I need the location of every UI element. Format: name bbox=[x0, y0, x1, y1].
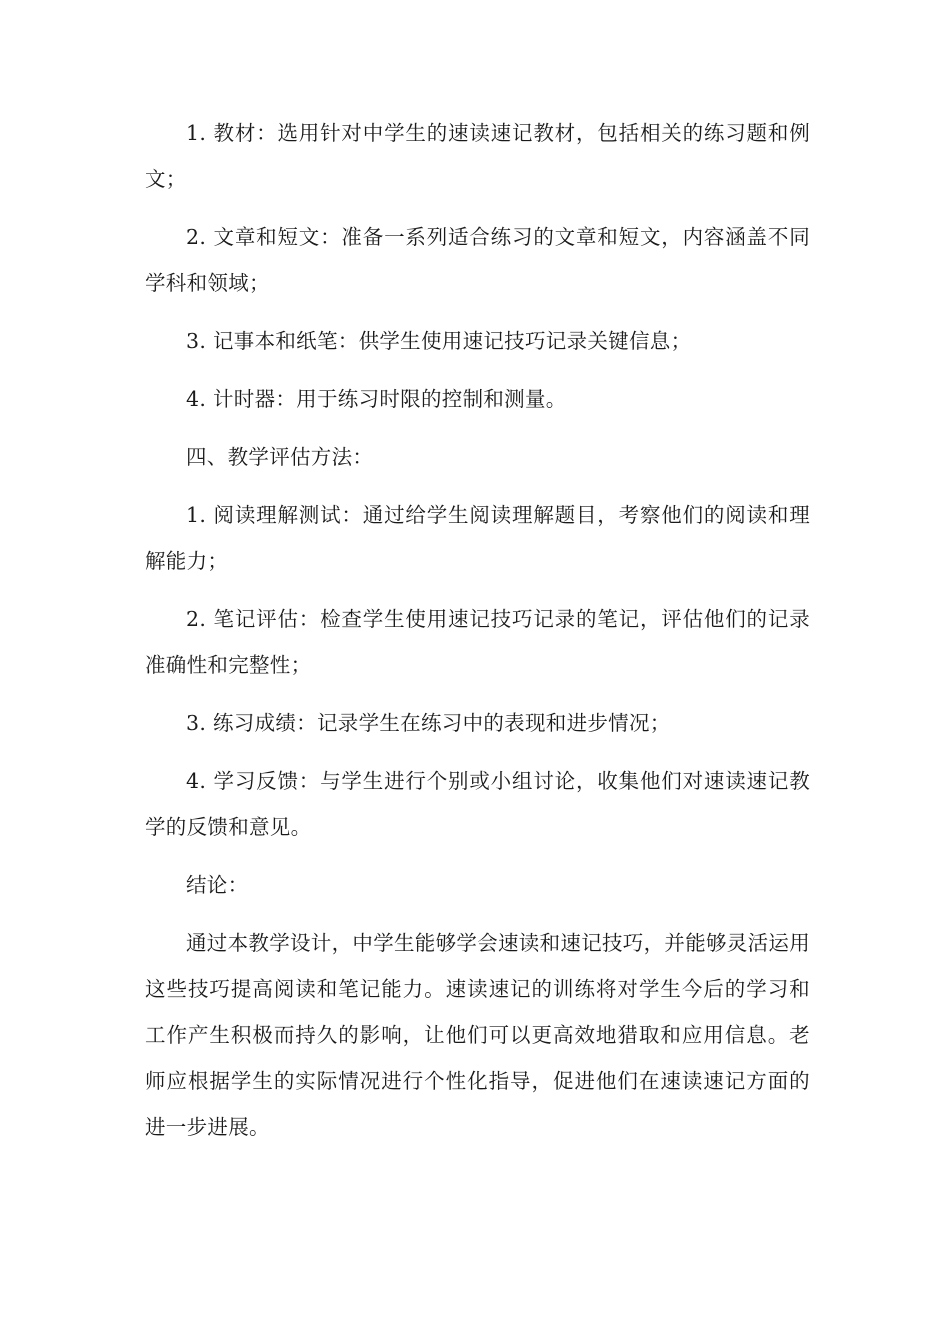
evaluation-item-2: 2. 笔记评估：检查学生使用速记技巧记录的笔记，评估他们的记录准确性和完整性； bbox=[145, 607, 810, 677]
material-item-2: 2. 文章和短文：准备一系列适合练习的文章和短文，内容涵盖不同学科和领域； bbox=[145, 225, 810, 295]
material-item-1: 1. 教材：选用针对中学生的速读速记教材，包括相关的练习题和例文； bbox=[145, 121, 810, 191]
evaluation-item-3: 3. 练习成绩：记录学生在练习中的表现和进步情况； bbox=[186, 711, 671, 735]
evaluation-item-1: 1. 阅读理解测试：通过给学生阅读理解题目，考察他们的阅读和理解能力； bbox=[145, 503, 810, 573]
material-item-4: 4. 计时器：用于练习时限的控制和测量。 bbox=[186, 387, 567, 411]
conclusion-paragraph: 通过本教学设计，中学生能够学会速读和速记技巧，并能够灵活运用这些技巧提高阅读和笔记能力。速读速记的训练将对学生今后的学习和工作产生积极而持久的影响，让他们可以更高效地猎取和应用信息。老师应根据学生的实际情况进行个性化指导，促进他们在速读速记方面的进一步进展。 bbox=[145, 931, 810, 1139]
section-heading-conclusion: 结论： bbox=[186, 873, 249, 897]
section-heading-evaluation: 四、教学评估方法： bbox=[186, 445, 374, 469]
material-item-3: 3. 记事本和纸笔：供学生使用速记技巧记录关键信息； bbox=[186, 329, 692, 353]
evaluation-item-4: 4. 学习反馈：与学生进行个别或小组讨论，收集他们对速读速记教学的反馈和意见。 bbox=[145, 769, 810, 839]
document-body bbox=[145, 110, 810, 1162]
